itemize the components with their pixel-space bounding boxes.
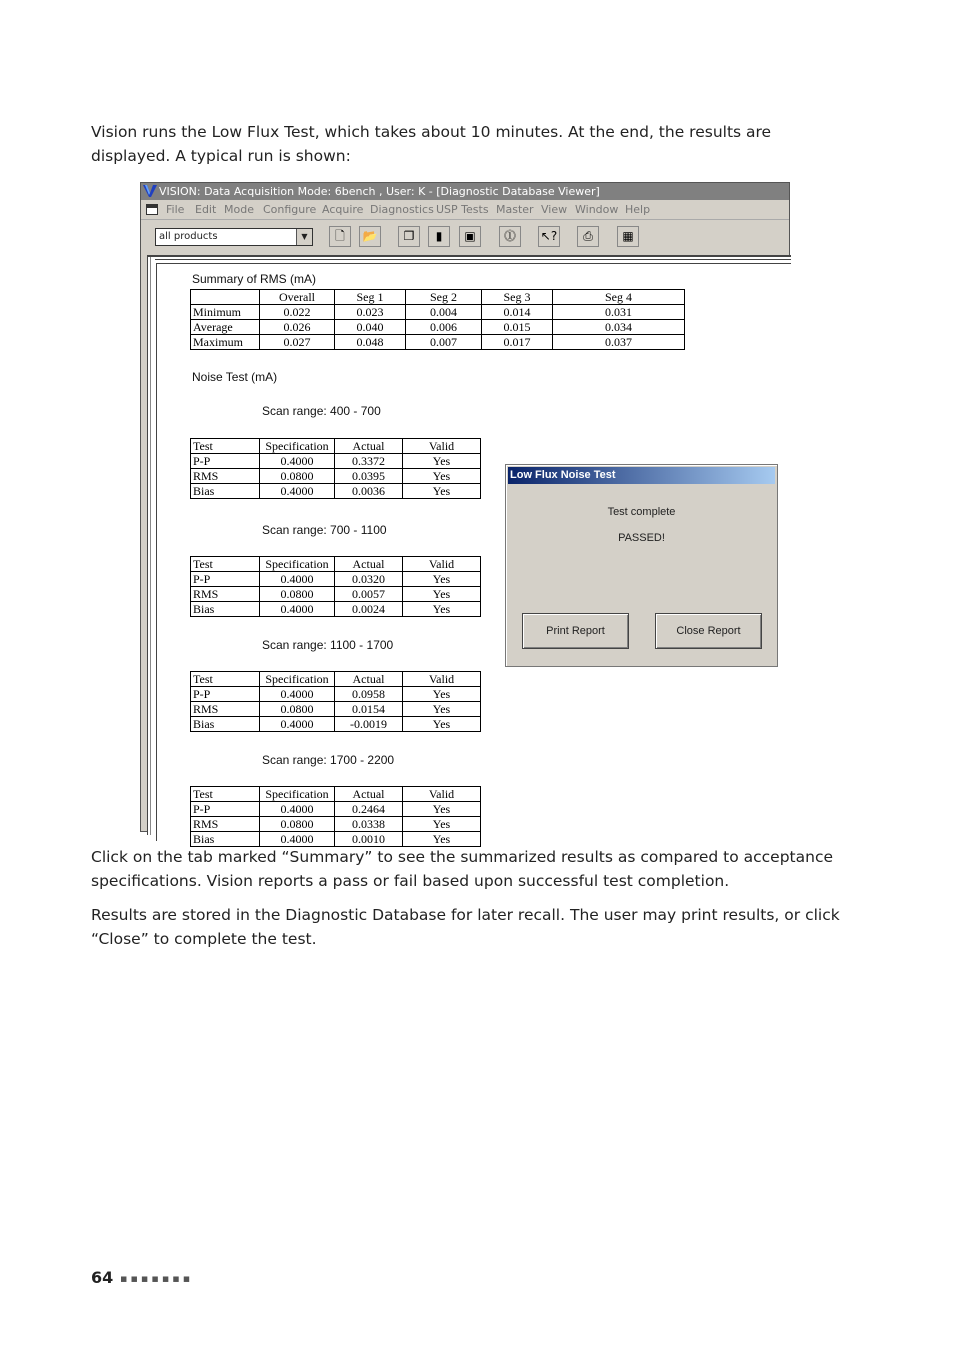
- window-titlebar: [141, 183, 789, 200]
- scan-table: [190, 786, 481, 847]
- table-cell: 0.0154: [335, 702, 403, 717]
- table-cell: Maximum: [191, 335, 260, 350]
- table-cell: Yes: [403, 832, 481, 847]
- table-cell: P-P: [191, 687, 260, 702]
- table-cell: P-P: [191, 454, 260, 469]
- table-cell: 0.2464: [335, 802, 403, 817]
- table-cell: Yes: [403, 469, 481, 484]
- table-cell: 0.0320: [335, 572, 403, 587]
- menu-edit[interactable]: Edit: [195, 203, 217, 216]
- table-cell: 0.4000: [260, 602, 335, 617]
- table-cell: 0.026: [260, 320, 335, 335]
- print-report-button[interactable]: Print Report: [522, 613, 629, 649]
- document-viewer: [147, 255, 791, 846]
- dialog-status: Test complete: [607, 506, 676, 518]
- table-cell: -0.0019: [335, 717, 403, 732]
- table-cell: 0.006: [406, 320, 482, 335]
- summary-caption: Summary of RMS (mA): [192, 272, 317, 286]
- table-cell: Average: [191, 320, 260, 335]
- table-cell: Seg 1: [335, 290, 406, 305]
- table-cell: Specification: [260, 439, 335, 454]
- page-number: 64: [91, 1268, 114, 1287]
- table-cell: Bias: [191, 484, 260, 499]
- table-cell: Yes: [403, 587, 481, 602]
- menu-view[interactable]: View: [541, 203, 568, 216]
- table-cell: 0.4000: [260, 454, 335, 469]
- table-cell: Valid: [403, 787, 481, 802]
- table-header-row: [191, 290, 685, 305]
- table-cell: Seg 2: [406, 290, 482, 305]
- scan-range-label: Scan range: 1700 - 2200: [262, 753, 395, 767]
- table-header-row: [191, 787, 481, 802]
- table-header-row: [191, 672, 481, 687]
- menu-master[interactable]: Master: [496, 203, 534, 216]
- table-cell: Valid: [403, 557, 481, 572]
- product-select-value: all products: [159, 231, 218, 242]
- dialog-title: Low Flux Noise Test: [508, 467, 775, 484]
- close-report-button[interactable]: Close Report: [655, 613, 762, 649]
- table-cell: 0.022: [260, 305, 335, 320]
- table-cell: Minimum: [191, 305, 260, 320]
- table-cell: RMS: [191, 587, 260, 602]
- page-dots: ▪▪▪▪▪▪▪: [120, 1272, 194, 1285]
- table-cell: [191, 290, 260, 305]
- table-cell: 0.4000: [260, 572, 335, 587]
- table-cell: 0.4000: [260, 832, 335, 847]
- menu-window[interactable]: Window: [575, 203, 619, 216]
- table-cell: Yes: [403, 572, 481, 587]
- menu-usp-tests[interactable]: USP Tests: [436, 203, 489, 216]
- scan-range-label: Scan range: 1100 - 1700: [262, 638, 394, 652]
- help-pointer-icon[interactable]: ↖?: [538, 226, 560, 247]
- table-cell: Bias: [191, 717, 260, 732]
- table-cell: P-P: [191, 572, 260, 587]
- table-cell: Test: [191, 439, 260, 454]
- storage-paragraph: Results are stored in the Diagnostic Database for later recall. The user may print results, or click “Close” to complete the test.: [91, 906, 840, 948]
- table-cell: Yes: [403, 602, 481, 617]
- table-cell: Yes: [403, 702, 481, 717]
- summary-rms-table: [190, 289, 685, 350]
- table-cell: 0.0057: [335, 587, 403, 602]
- table-cell: 0.4000: [260, 802, 335, 817]
- table-cell: Test: [191, 557, 260, 572]
- table-cell: 0.0036: [335, 484, 403, 499]
- menu-acquire[interactable]: Acquire: [322, 203, 364, 216]
- table-row: [191, 469, 481, 484]
- table-cell: Seg 3: [482, 290, 553, 305]
- table-cell: 0.4000: [260, 717, 335, 732]
- table-row: [191, 320, 685, 335]
- table-cell: Actual: [335, 439, 403, 454]
- table-cell: Yes: [403, 687, 481, 702]
- table-cell: RMS: [191, 817, 260, 832]
- table-cell: Actual: [335, 787, 403, 802]
- scan-range-label: Scan range: 400 - 700: [262, 404, 381, 418]
- table-cell: Specification: [260, 672, 335, 687]
- table-cell: Yes: [403, 717, 481, 732]
- low-flux-dialog: [505, 464, 778, 667]
- open-folder-icon[interactable]: 📂: [359, 226, 381, 247]
- table-row: [191, 717, 481, 732]
- table-row: [191, 572, 481, 587]
- table-cell: 0.017: [482, 335, 553, 350]
- table-cell: Valid: [403, 672, 481, 687]
- copy-icon[interactable]: ❐: [398, 226, 420, 247]
- table-cell: 0.048: [335, 335, 406, 350]
- table-cell: 0.034: [553, 320, 685, 335]
- table-row: [191, 702, 481, 717]
- table-cell: Specification: [260, 557, 335, 572]
- table-cell: 0.014: [482, 305, 553, 320]
- table-row: [191, 484, 481, 499]
- table-cell: 0.031: [553, 305, 685, 320]
- table-cell: P-P: [191, 802, 260, 817]
- table-cell: 0.004: [406, 305, 482, 320]
- table-cell: Overall: [260, 290, 335, 305]
- menu-configure[interactable]: Configure: [263, 203, 317, 216]
- table-cell: 0.027: [260, 335, 335, 350]
- table-cell: Bias: [191, 602, 260, 617]
- table-cell: Actual: [335, 557, 403, 572]
- table-cell: Valid: [403, 439, 481, 454]
- scan-table: [190, 671, 481, 732]
- table-cell: 0.4000: [260, 484, 335, 499]
- table-cell: 0.037: [553, 335, 685, 350]
- scan-range-label: Scan range: 700 - 1100: [262, 523, 387, 537]
- table-row: [191, 817, 481, 832]
- table-row: [191, 335, 685, 350]
- table-header-row: [191, 557, 481, 572]
- save-icon[interactable]: ▣: [459, 226, 481, 247]
- table-cell: Specification: [260, 787, 335, 802]
- vision-window: [140, 182, 790, 846]
- table-cell: 0.0395: [335, 469, 403, 484]
- table-cell: Seg 4: [553, 290, 685, 305]
- dialog-result: PASSED!: [618, 532, 665, 544]
- menu-help[interactable]: Help: [625, 203, 651, 216]
- table-cell: 0.0800: [260, 469, 335, 484]
- table-cell: 0.0024: [335, 602, 403, 617]
- dropdown-arrow-icon[interactable]: ▼: [296, 229, 312, 245]
- summary-paragraph: Click on the tab marked “Summary” to see the summarized results as compared to acceptance specifications. Vision reports a pass or fail based upon successful test completion.: [91, 848, 834, 890]
- table-cell: 0.0800: [260, 702, 335, 717]
- table-cell: 0.0010: [335, 832, 403, 847]
- table-cell: 0.3372: [335, 454, 403, 469]
- print-icon[interactable]: ⎙: [577, 226, 599, 247]
- table-cell: 0.007: [406, 335, 482, 350]
- table-row: [191, 454, 481, 469]
- table-cell: Yes: [403, 484, 481, 499]
- table-row: [191, 305, 685, 320]
- table-cell: 0.0958: [335, 687, 403, 702]
- table-cell: 0.0338: [335, 817, 403, 832]
- menu-bar: [141, 200, 789, 220]
- table-row: [191, 602, 481, 617]
- toolbar: [141, 221, 789, 253]
- table-cell: Actual: [335, 672, 403, 687]
- menu-diagnostics[interactable]: Diagnostics: [370, 203, 434, 216]
- table-row: [191, 802, 481, 817]
- table-cell: 0.0800: [260, 817, 335, 832]
- table-cell: Bias: [191, 832, 260, 847]
- window-title: VISION: Data Acquisition Mode: 6bench , User: K - [Diagnostic Database Viewer]: [159, 185, 600, 198]
- table-cell: RMS: [191, 469, 260, 484]
- table-row: [191, 687, 481, 702]
- intro-paragraph: Vision runs the Low Flux Test, which takes about 10 minutes. At the end, the results are displayed. A typical run is shown:: [91, 123, 772, 165]
- noise-test-caption: Noise Test (mA): [192, 370, 278, 384]
- table-cell: Yes: [403, 454, 481, 469]
- document-icon[interactable]: [146, 204, 158, 215]
- scan-table: [190, 438, 481, 499]
- table-cell: Test: [191, 672, 260, 687]
- table-cell: Yes: [403, 817, 481, 832]
- table-cell: RMS: [191, 702, 260, 717]
- table-cell: 0.0800: [260, 587, 335, 602]
- menu-file[interactable]: File: [166, 203, 185, 216]
- scan-table: [190, 556, 481, 617]
- menu-mode[interactable]: Mode: [224, 203, 254, 216]
- table-cell: 0.015: [482, 320, 553, 335]
- table-cell: Test: [191, 787, 260, 802]
- green-document-icon[interactable]: ▮: [428, 226, 450, 247]
- table-cell: Yes: [403, 802, 481, 817]
- product-select[interactable]: [155, 228, 313, 246]
- table-row: [191, 587, 481, 602]
- calculator-icon[interactable]: ▦: [617, 226, 639, 247]
- alert-icon[interactable]: ⓵: [499, 226, 521, 247]
- table-cell: 0.4000: [260, 687, 335, 702]
- table-header-row: [191, 439, 481, 454]
- table-cell: 0.023: [335, 305, 406, 320]
- table-cell: 0.040: [335, 320, 406, 335]
- vision-app-icon: [143, 184, 157, 198]
- new-document-icon[interactable]: 🗋: [329, 226, 351, 247]
